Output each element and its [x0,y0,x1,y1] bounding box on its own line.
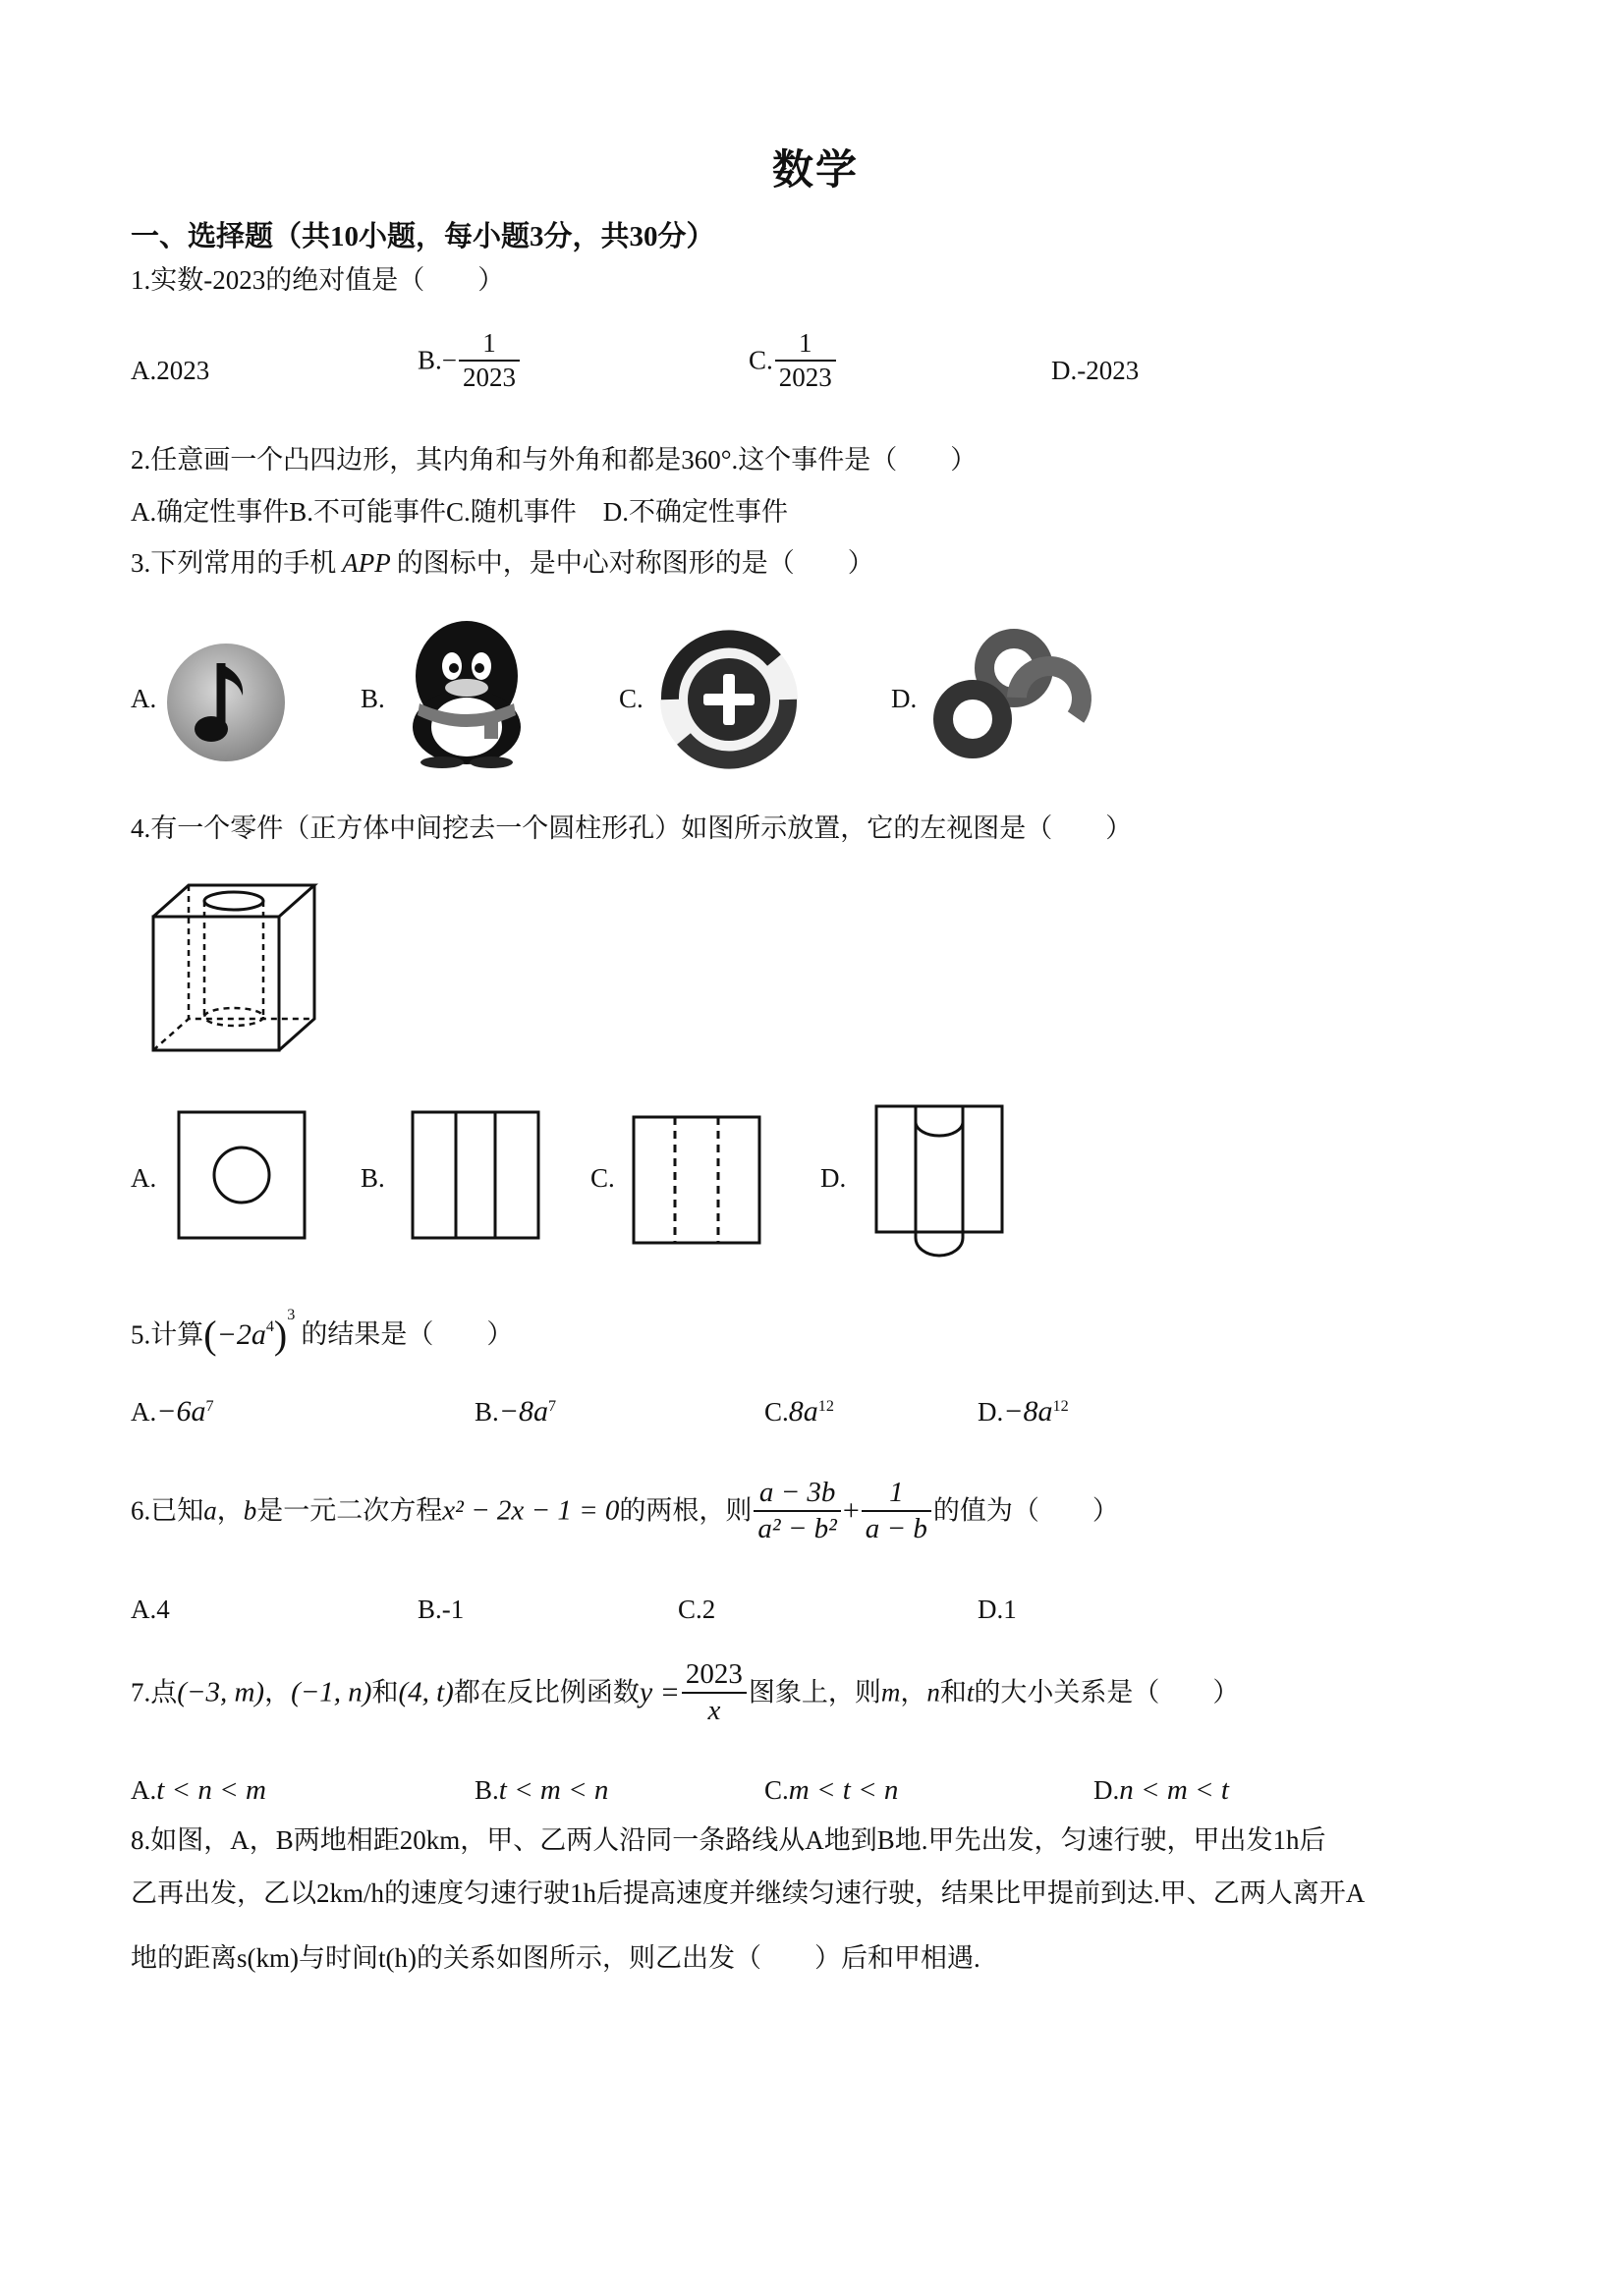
q6-stem [131,1479,1119,1543]
q5-d-exp: 12 [1052,1397,1069,1415]
q8-line-3: 地的距离s(km)与时间t(h)的关系如图所示，则乙出发（ ）后和甲相遇. [131,1943,980,1973]
q5-c-prefix: C. [764,1397,789,1427]
q1-c-numerator: 1 [775,330,836,362]
q7-option-d [1093,1776,1229,1805]
q3-stem-post: 的图标中，是中心对称图形的是（ ） [396,548,874,578]
q7-var-n: n [926,1677,940,1708]
q1-c-denominator: 2023 [778,363,832,392]
q5-option-b [475,1397,556,1427]
q3-stem-pre: 3.下列常用的手机 [131,548,337,578]
q5-stem-pre: 5.计算 [131,1319,204,1350]
q1-b-fraction [459,330,520,391]
q1-option-a: A.2023 [131,356,210,385]
q3-label-c: C. [619,684,644,713]
q7-d-expr: n < m < t [1119,1774,1229,1806]
q5-b-exp: 7 [548,1397,557,1415]
q7-stem-mid2: 图象上，则 [748,1677,881,1708]
plus-circle-icon [658,629,801,771]
q1-b-sign: − [441,345,457,375]
q5-d-expr: −8a [1003,1395,1053,1428]
q8-line-1: 8.如图，A，B两地相距20km，甲、乙两人沿同一条路线从A地到B地.甲先出发，匀速行驶，甲出发1h后 [131,1825,1326,1855]
q7-point-1: (−3, m) [177,1676,265,1708]
q6-f2-denominator: a − b [865,1513,927,1544]
q4-view-a-figure [177,1110,307,1240]
q7-stem-post: 的大小关系是（ ） [974,1677,1240,1708]
q1-option-c [749,330,838,391]
q7-a-expr: t < n < m [156,1774,266,1806]
q7-f-numerator: 2023 [682,1660,747,1694]
q7-d-prefix: D. [1093,1775,1120,1805]
q6-option-b: B.-1 [418,1595,465,1624]
q7-var-m: m [880,1677,901,1708]
q6-fraction-2 [862,1479,931,1543]
q6-stem-mid: 是一元二次方程 [256,1495,443,1526]
q7-comma: ， [900,1677,927,1708]
q2-stem: 2.任意画一个凸四边形，其内角和与外角和都是360°.这个事件是（ ） [131,445,978,475]
q7-point-3: (4, t) [398,1676,454,1708]
q5-a-prefix: A. [131,1397,157,1427]
q7-c-prefix: C. [764,1775,789,1805]
q6-var-b: b [243,1495,257,1526]
q5-a-expr: −6a [156,1395,206,1428]
q6-stem-pre: 6.已知 [131,1495,204,1526]
q4-view-d-figure [874,1104,1008,1261]
q1-option-b [418,330,522,391]
q5-left-paren: ( [203,1312,217,1357]
q7-stem [131,1660,1239,1725]
q5-b-prefix: B. [475,1397,499,1427]
q5-b-expr: −8a [498,1395,549,1428]
q5-option-a [131,1397,214,1427]
q7-and: 和 [371,1677,399,1708]
q2-options: A.确定性事件B.不可能事件C.随机事件 D.不确定性事件 [131,497,789,527]
q3-stem [131,550,874,577]
q5-a-exp: 7 [205,1397,214,1415]
q7-var-t: t [966,1677,975,1708]
q6-stem-mid2: 的两根，则 [619,1495,753,1526]
q4-view-c-figure [632,1115,761,1245]
q5-stem [131,1307,513,1355]
q6-option-c: C.2 [678,1595,716,1624]
q5-option-d [978,1397,1069,1427]
q7-fraction [682,1660,747,1725]
q7-option-c [764,1776,898,1805]
q5-stem-post: 的结果是（ ） [301,1319,514,1350]
q1-b-prefix: B. [418,345,442,375]
q6-option-a: A.4 [131,1595,170,1624]
q5-base: −2a [216,1317,266,1351]
q4-label-a: A. [131,1163,157,1193]
q6-f1-denominator: a² − b² [757,1513,837,1544]
q8-line-2: 乙再出发，乙以2km/h的速度匀速行驶1h后提高速度并继续匀速行驶，结果比甲提前到达.甲、乙两人离开A [131,1878,1366,1908]
q5-outer-exp: 3 [287,1306,296,1323]
section-heading: 一、选择题（共10小题，每小题3分，共30分） [131,221,715,252]
penguin-icon [398,617,535,766]
q3-label-a: A. [131,684,157,713]
cloud-rings-icon [928,629,1095,761]
q7-stem-mid: 都在反比例函数 [453,1677,640,1708]
q1-option-d: D.-2023 [1051,356,1140,385]
q6-plus: + [842,1494,860,1527]
music-note-icon [162,639,290,766]
q7-and2: 和 [939,1677,967,1708]
q7-sep: ， [264,1677,292,1708]
q4-label-c: C. [590,1163,615,1193]
q4-stem: 4.有一个零件（正方体中间挖去一个圆柱形孔）如图所示放置，它的左视图是（ ） [131,813,1133,843]
q5-c-expr: 8a [788,1395,818,1428]
q6-stem-post: 的值为（ ） [932,1495,1119,1526]
q7-b-prefix: B. [475,1775,499,1805]
q6-equation: x² − 2x − 1 = 0 [442,1494,620,1527]
q4-label-b: B. [361,1163,385,1193]
q1-c-prefix: C. [749,345,773,375]
q3-label-b: B. [361,684,385,713]
q7-c-expr: m < t < n [788,1774,899,1806]
cube-with-hole-figure [147,879,324,1056]
q7-a-prefix: A. [131,1775,157,1805]
q7-f-denominator: x [707,1695,721,1726]
q6-comma: ， [216,1495,244,1526]
q1-b-numerator: 1 [459,330,520,362]
q6-var-a: a [203,1495,217,1526]
q3-stem-app: APP [342,548,391,578]
q7-option-b [475,1776,608,1805]
q4-view-b-figure [411,1110,540,1240]
q5-c-exp: 12 [817,1397,834,1415]
q6-f1-numerator: a − 3b [754,1479,840,1512]
q7-stem-pre: 7.点 [131,1677,178,1708]
q7-y-eq: y = [639,1676,680,1708]
q6-f2-numerator: 1 [862,1479,931,1512]
q5-right-paren: ) [273,1312,288,1357]
q7-b-expr: t < m < n [498,1774,609,1806]
q3-label-d: D. [891,684,918,713]
q5-inner-exp: 4 [265,1317,274,1335]
q7-point-2: (−1, n) [291,1676,372,1708]
q7-option-a [131,1776,266,1805]
q4-label-d: D. [820,1163,847,1193]
q1-stem: 1.实数-2023的绝对值是（ ） [131,265,505,295]
q6-option-d: D.1 [978,1595,1017,1624]
q1-c-fraction [775,330,836,391]
q1-b-denominator: 2023 [463,363,516,392]
page-title: 数学 [772,148,860,194]
q5-option-c [764,1397,834,1427]
q6-fraction-1 [754,1479,840,1543]
q5-d-prefix: D. [978,1397,1004,1427]
